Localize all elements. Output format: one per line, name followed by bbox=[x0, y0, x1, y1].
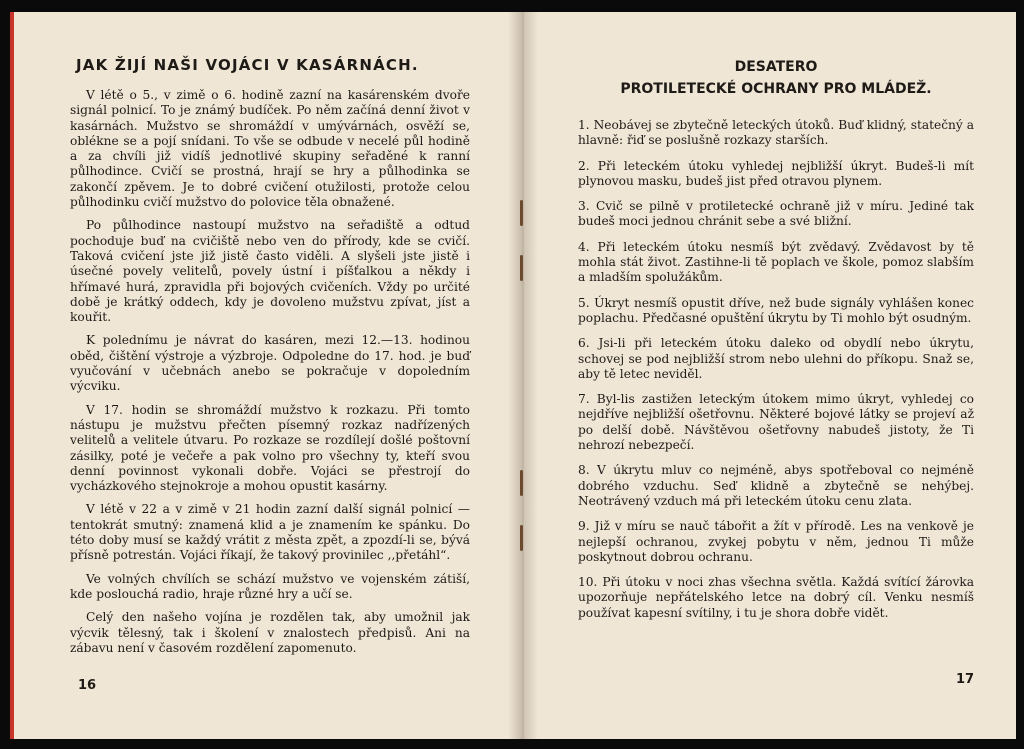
left-page-title: JAK ŽIJÍ NAŠI VOJÁCI V KASÁRNÁCH. bbox=[76, 56, 419, 74]
right-page bbox=[578, 56, 974, 631]
paragraph: V 17. hodin se shromáždí mužstvo k rozkazu. Při tomto nástupu je mužstvu přečten písemný rozkaz nadřízených velitelů a velitele útvaru. Po rozkaze se rozdílejí došlé poštovní zásilky, poté je večeře a pak volno pro všechny ty, kteří svou denní povinnost vykonali dobře. Vojáci se přestrojí do vycházkového stejnokroje a mohou opustit kasárny. bbox=[70, 402, 470, 494]
left-page-number: 16 bbox=[78, 678, 97, 693]
paragraph: Ve volných chvílích se schází mužstvo ve vojenském zátiší, kde poslouchá radio, hraje různé hry a učí se. bbox=[70, 571, 470, 601]
binding-stitch bbox=[520, 200, 523, 226]
list-item: 2. Při leteckém útoku vyhledej nejbližší úkryt. Budeš-li mít plynovou masku, budeš jist před otravou plynem. bbox=[578, 158, 974, 188]
paragraph: K polednímu je návrat do kasáren, mezi 12.—13. hodinou oběd, čištění výstroje a výzbroje. Odpoledne do 17. hod. je buď vyučování v učebnách anebo se pokračuje v dopoledním výcviku. bbox=[70, 333, 470, 394]
paragraph: V létě v 22 a v zimě v 21 hodin zazní další signál polnicí — tentokrát smutný: znamená klid a je znamením ke spánku. Do této doby musí se každý vrátit z města zpět, a zpozdí-li se, bývá přísně potrestán. Vojáci říkají, že takový provinilec ,,přetáhl“. bbox=[70, 502, 470, 563]
right-page-title: DESATERO bbox=[734, 59, 818, 75]
list-item: 7. Byl-lis zastižen leteckým útokem mimo úkryt, vyhledej co nejdříve nejbližší ošetřovnu. Některé bojové látky se projeví až po delší době. Návštěvou ošetřovny nabudeš jistoty, že Ti nehrozí nebezpečí. bbox=[578, 392, 974, 453]
list-item: 6. Jsi-li při leteckém útoku daleko od obydlí nebo úkrytu, schovej se pod nejbližší strom nebo ulehni do příkopu. Snaž se, aby tě letec neviděl. bbox=[578, 336, 974, 381]
list-item: 3. Cvič se pilně v protiletecké ochraně již v míru. Jediné tak budeš moci jednou chránit sebe a své bližní. bbox=[578, 199, 974, 229]
list-item: 9. Již v míru se nauč tábořit a žít v přírodě. Les na venkově je nejlepší ochranou, zvykej pobytu v něm, jednou Ti může poskytnout dobrou ochranu. bbox=[578, 519, 974, 564]
list-item: 1. Neobávej se zbytečně leteckých útoků. Buď klidný, statečný a hlavně: řiď se poslušně rozkazy starších. bbox=[578, 118, 974, 148]
list-item: 4. Při leteckém útoku nesmíš být zvědavý. Zvědavost by tě mohla stát život. Zastihne-li tě poplach ve škole, pomoz slabším a mladším spolužákům. bbox=[578, 239, 974, 285]
right-page-list bbox=[578, 118, 974, 621]
left-page-body bbox=[70, 88, 470, 656]
binding-stitch bbox=[520, 470, 523, 496]
list-item: 10. Při útoku v noci zhas všechna světla. Každá svítící žárovka upozorňuje nepřátelského letce na dobrý cíl. Venku nesmíš používat kapesní svítilny, i tu je shora dobře vidět. bbox=[578, 575, 974, 620]
paragraph: V létě o 5., v zimě o 6. hodině zazní na kasárenském dvoře signál polnicí. To je známý budíček. Po něm začíná denní život v kasárnách. Mužstvo se shromáždí v umývárnách, osvěží se, oblékne se a pojí snídani. To vše se odbude v necelé půl hodině a za chvíli již vidíš jednotlivé skupiny seřaděné k ranní půlhodince. Cvičí se prostná, hrají se hry a půlhodinka se zakončí zpěvem. Je to dobré cvičení otužilosti, protože celou půlhodinku cvičí mužstvo do polovice těla obnažené. bbox=[70, 88, 470, 210]
paragraph: Celý den našeho vojína je rozdělen tak, aby umožnil jak výcvik tělesný, tak i školení v znalostech předpisů. Ani na zábavu není v časovém rozdělení zapomenuto. bbox=[70, 610, 470, 655]
paragraph: Po půlhodince nastoupí mužstvo na seřadiště a odtud pochoduje buď na cvičiště nebo ven do přírody, kde se cvičí. Taková cvičení jste již jistě často viděli. A slyšeli jste jistě i úsečné povely velitelů, povely ústní i píšťalkou a někdy i hřímavé hurá, zpravidla při bojových cvičeních. Vždy po určité době je krátký oddech, kdy je dovoleno mužstvu zpívat, jíst a kouřit. bbox=[70, 218, 470, 325]
book-gutter bbox=[508, 12, 538, 739]
binding-stitch bbox=[520, 255, 523, 281]
right-page-subtitle: PROTILETECKÉ OCHRANY PRO MLÁDEŽ. bbox=[620, 81, 932, 97]
list-item: 8. V úkrytu mluv co nejméně, abys spotřeboval co nejméně dobrého vzduchu. Seď klidně a zbytečně se nehýbej. Neotrávený vzduch má při leteckém útoku cenu zlata. bbox=[578, 463, 974, 508]
list-item: 5. Úkryt nesmíš opustit dříve, než bude signály vyhlášen konec poplachu. Předčasné opuštění úkrytu by Ti mohlo být osudným. bbox=[578, 295, 974, 325]
right-page-number: 17 bbox=[956, 672, 975, 687]
binding-stitch bbox=[520, 525, 523, 551]
left-page bbox=[70, 56, 470, 664]
